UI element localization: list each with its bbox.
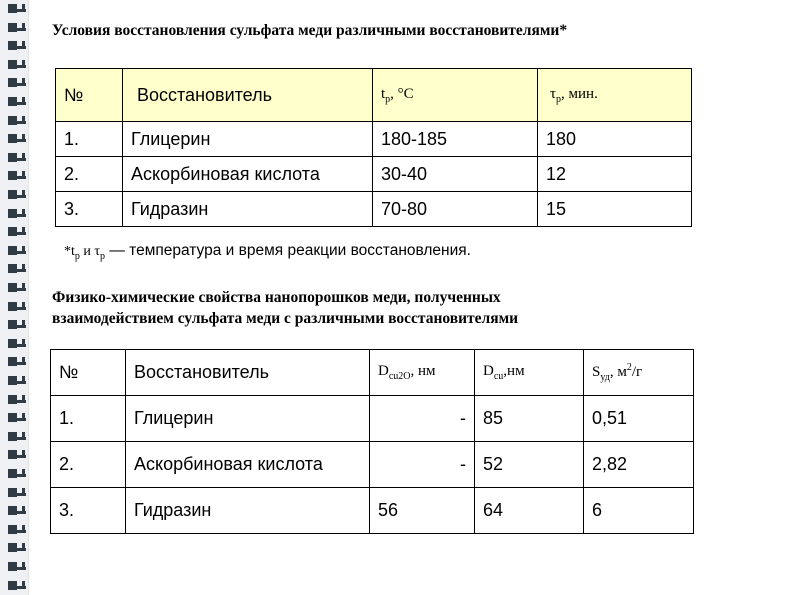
binder-ring-icon [8, 450, 26, 461]
cell-d-cu: 52 [475, 442, 584, 488]
binder-ring-icon [8, 413, 26, 424]
cell-num: 3. [56, 192, 123, 227]
binder-ring-icon [8, 302, 26, 313]
cell-reducer: Гидразин [126, 488, 370, 534]
table2-title: Физико-химические свойства нанопорошков меди, полученных взаимодействием сульфата меди с различными восстановителями [52, 289, 519, 327]
binder-ring-icon [8, 395, 26, 406]
cell-num: 3. [51, 488, 126, 534]
binder-ring-icon [8, 78, 26, 89]
header-reducer [123, 69, 373, 122]
nanopowder-properties-table [50, 349, 694, 534]
binder-ring-icon [8, 264, 26, 275]
binder-ring-icon [8, 153, 26, 164]
cell-time: 180 [538, 122, 692, 157]
cell-d-cu2o: 56 [370, 488, 475, 534]
header-reducer-label: Восстановитель [137, 84, 272, 105]
cell-num: 2. [56, 157, 123, 192]
header-d-cu: $D_{cu},нм$ [475, 350, 584, 396]
binder-strip [0, 0, 29, 595]
cell-specific-surface: 2,82 [584, 442, 694, 488]
table-row [51, 488, 694, 534]
binder-ring-icon [8, 543, 26, 554]
binder-ring-icon [8, 562, 26, 573]
header-temperature: $t_р$, °С [373, 69, 538, 122]
cell-num: 1. [56, 122, 123, 157]
table-row [56, 192, 692, 227]
cell-temperature: 180-185 [373, 122, 538, 157]
cell-temperature: 70-80 [373, 192, 538, 227]
cell-d-cu: 85 [475, 396, 584, 442]
binder-ring-icon [8, 4, 26, 15]
cell-reducer: Аскорбиновая кислота [123, 157, 373, 192]
footnote-text: — температура и время реакции восстановления. [105, 242, 471, 259]
header-specific-surface: $S_{уд}$, $м^2/г$ [584, 350, 694, 396]
cell-reducer: Глицерин [123, 122, 373, 157]
header-reducer: Восстановитель [126, 350, 370, 396]
table-row [56, 157, 692, 192]
cell-num: 1. [51, 396, 126, 442]
cell-specific-surface: 0,51 [584, 396, 694, 442]
header-num: № [56, 69, 123, 122]
binder-ring-icon [8, 525, 26, 536]
cell-reducer: Глицерин [126, 396, 370, 442]
table-header-row [56, 69, 692, 122]
cell-time: 12 [538, 157, 692, 192]
binder-ring-icon [8, 116, 26, 127]
table-row [51, 442, 694, 488]
binder-ring-icon [8, 357, 26, 368]
binder-ring-icon [8, 246, 26, 257]
cell-d-cu: 64 [475, 488, 584, 534]
binder-ring-icon [8, 506, 26, 517]
table-row [56, 122, 692, 157]
binder-ring-icon [8, 60, 26, 71]
cell-d-cu2o: - [370, 442, 475, 488]
binder-ring-icon [8, 97, 26, 108]
binder-ring-icon [8, 227, 26, 238]
binder-ring-icon [8, 376, 26, 387]
cell-specific-surface: 6 [584, 488, 694, 534]
binder-ring-icon [8, 41, 26, 52]
table-header-row [51, 350, 694, 396]
binder-ring-icon [8, 488, 26, 499]
binder-ring-icon [8, 171, 26, 182]
binder-ring-icon [8, 339, 26, 350]
binder-ring-icon [8, 134, 26, 145]
binder-ring-icon [8, 320, 26, 331]
binder-ring-icon [8, 432, 26, 443]
binder-ring-icon [8, 209, 26, 220]
binder-ring-icon [8, 581, 26, 592]
binder-ring-icon [8, 190, 26, 201]
cell-temperature: 30-40 [373, 157, 538, 192]
cell-d-cu2o: - [370, 396, 475, 442]
reduction-conditions-table [55, 68, 692, 227]
table1-title: Условия восстановления сульфата меди различными восстановителями* [52, 22, 568, 39]
cell-reducer: Аскорбиновая кислота [126, 442, 370, 488]
header-num: № [51, 350, 126, 396]
cell-num: 2. [51, 442, 126, 488]
binder-ring-icon [8, 469, 26, 480]
binder-ring-icon [8, 23, 26, 34]
table-row [51, 396, 694, 442]
table1-footnote: $*t_р$ и $\tau_р$ — температура и время реакции восстановления. [64, 242, 471, 263]
header-time: $\tau_р$, мин. [538, 69, 692, 122]
cell-time: 15 [538, 192, 692, 227]
header-d-cu2o: $D_{cu2O}$, нм [370, 350, 475, 396]
binder-ring-icon [8, 283, 26, 294]
cell-reducer: Гидразин [123, 192, 373, 227]
